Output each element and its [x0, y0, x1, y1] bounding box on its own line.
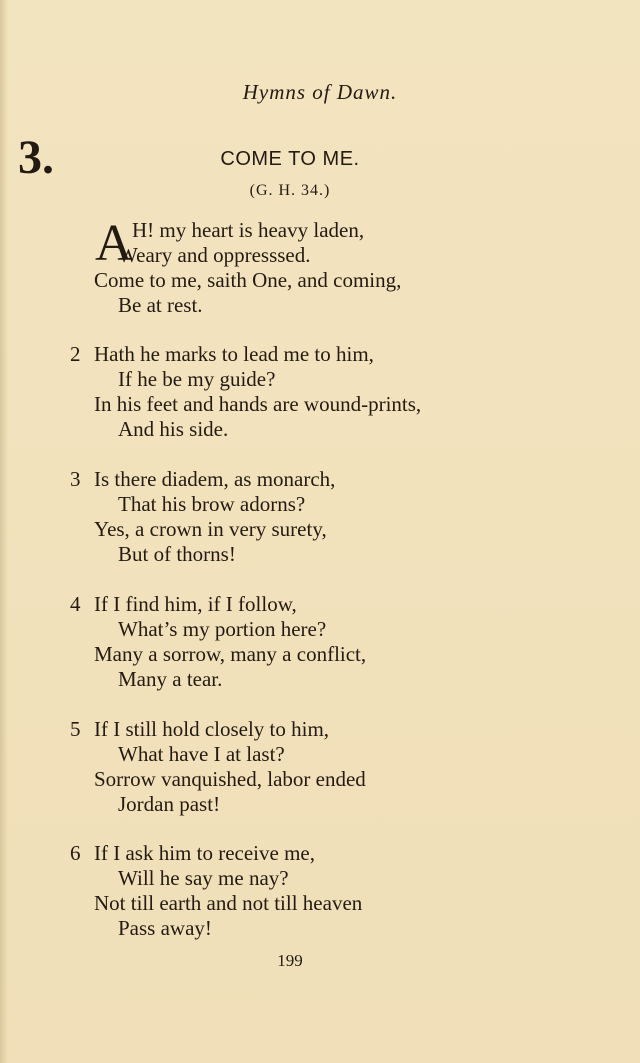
verse-line: Not till earth and not till heaven [94, 891, 363, 915]
verse-line-text: H! my heart is heavy laden, [132, 218, 365, 242]
verse-line-text: Hath he marks to lead me to him, [94, 342, 374, 366]
verse-line [70, 467, 590, 492]
verse-line: Pass away! [118, 916, 212, 940]
verse-line: What have I at last? [118, 742, 285, 766]
verse-line: Sorrow vanquished, labor ended [94, 767, 366, 791]
verse-line: Will he say me nay? [118, 866, 289, 890]
verse-line: But of thorns! [118, 542, 236, 566]
verse-5 [70, 717, 590, 817]
verse-line: In his feet and hands are wound-prints, [94, 392, 422, 416]
verse-line: What’s my portion here? [118, 617, 327, 641]
verse-3 [70, 467, 590, 567]
verse-line [70, 342, 590, 367]
verse-line [70, 841, 590, 866]
verse-line: Many a sorrow, many a conflict, [94, 642, 367, 666]
running-head: Hymns of Dawn. [242, 80, 398, 104]
verse-line [70, 717, 590, 742]
verse-number: 6 [70, 841, 81, 865]
verse-number: 4 [70, 592, 81, 616]
hymn-number: 3. [18, 131, 54, 184]
verse-number: 5 [70, 717, 81, 741]
hymn-title: COME TO ME. [220, 148, 360, 170]
verse-line: Jordan past! [118, 792, 221, 816]
verse-line: If he be my guide? [118, 367, 276, 391]
verse-line: That his brow adorns? [118, 492, 306, 516]
verse-4 [70, 592, 590, 692]
verse-line: Be at rest. [118, 293, 203, 317]
verse-line: And his side. [118, 417, 229, 441]
verse-line-text: If I find him, if I follow, [94, 592, 297, 616]
verse-line-text: Is there diadem, as monarch, [94, 467, 336, 491]
verse-line: Yes, a crown in very surety, [94, 517, 327, 541]
verse-2 [70, 342, 590, 442]
verse-1 [70, 215, 590, 318]
verse-line: Many a tear. [118, 667, 223, 691]
hymn-reference: (G. H. 34.) [249, 182, 331, 199]
page-number: 199 [277, 951, 303, 970]
verse-line: Come to me, saith One, and coming, [94, 268, 402, 292]
verse-line [70, 592, 590, 617]
verse-number: 3 [70, 467, 81, 491]
verse-line-text: If I ask him to receive me, [94, 841, 315, 865]
verse-number: 2 [70, 342, 81, 366]
verse-line-text: If I still hold closely to him, [94, 717, 330, 741]
verse-line: Weary and oppresssed. [118, 243, 311, 267]
drop-cap: A [95, 215, 133, 272]
verse-6 [70, 841, 590, 941]
